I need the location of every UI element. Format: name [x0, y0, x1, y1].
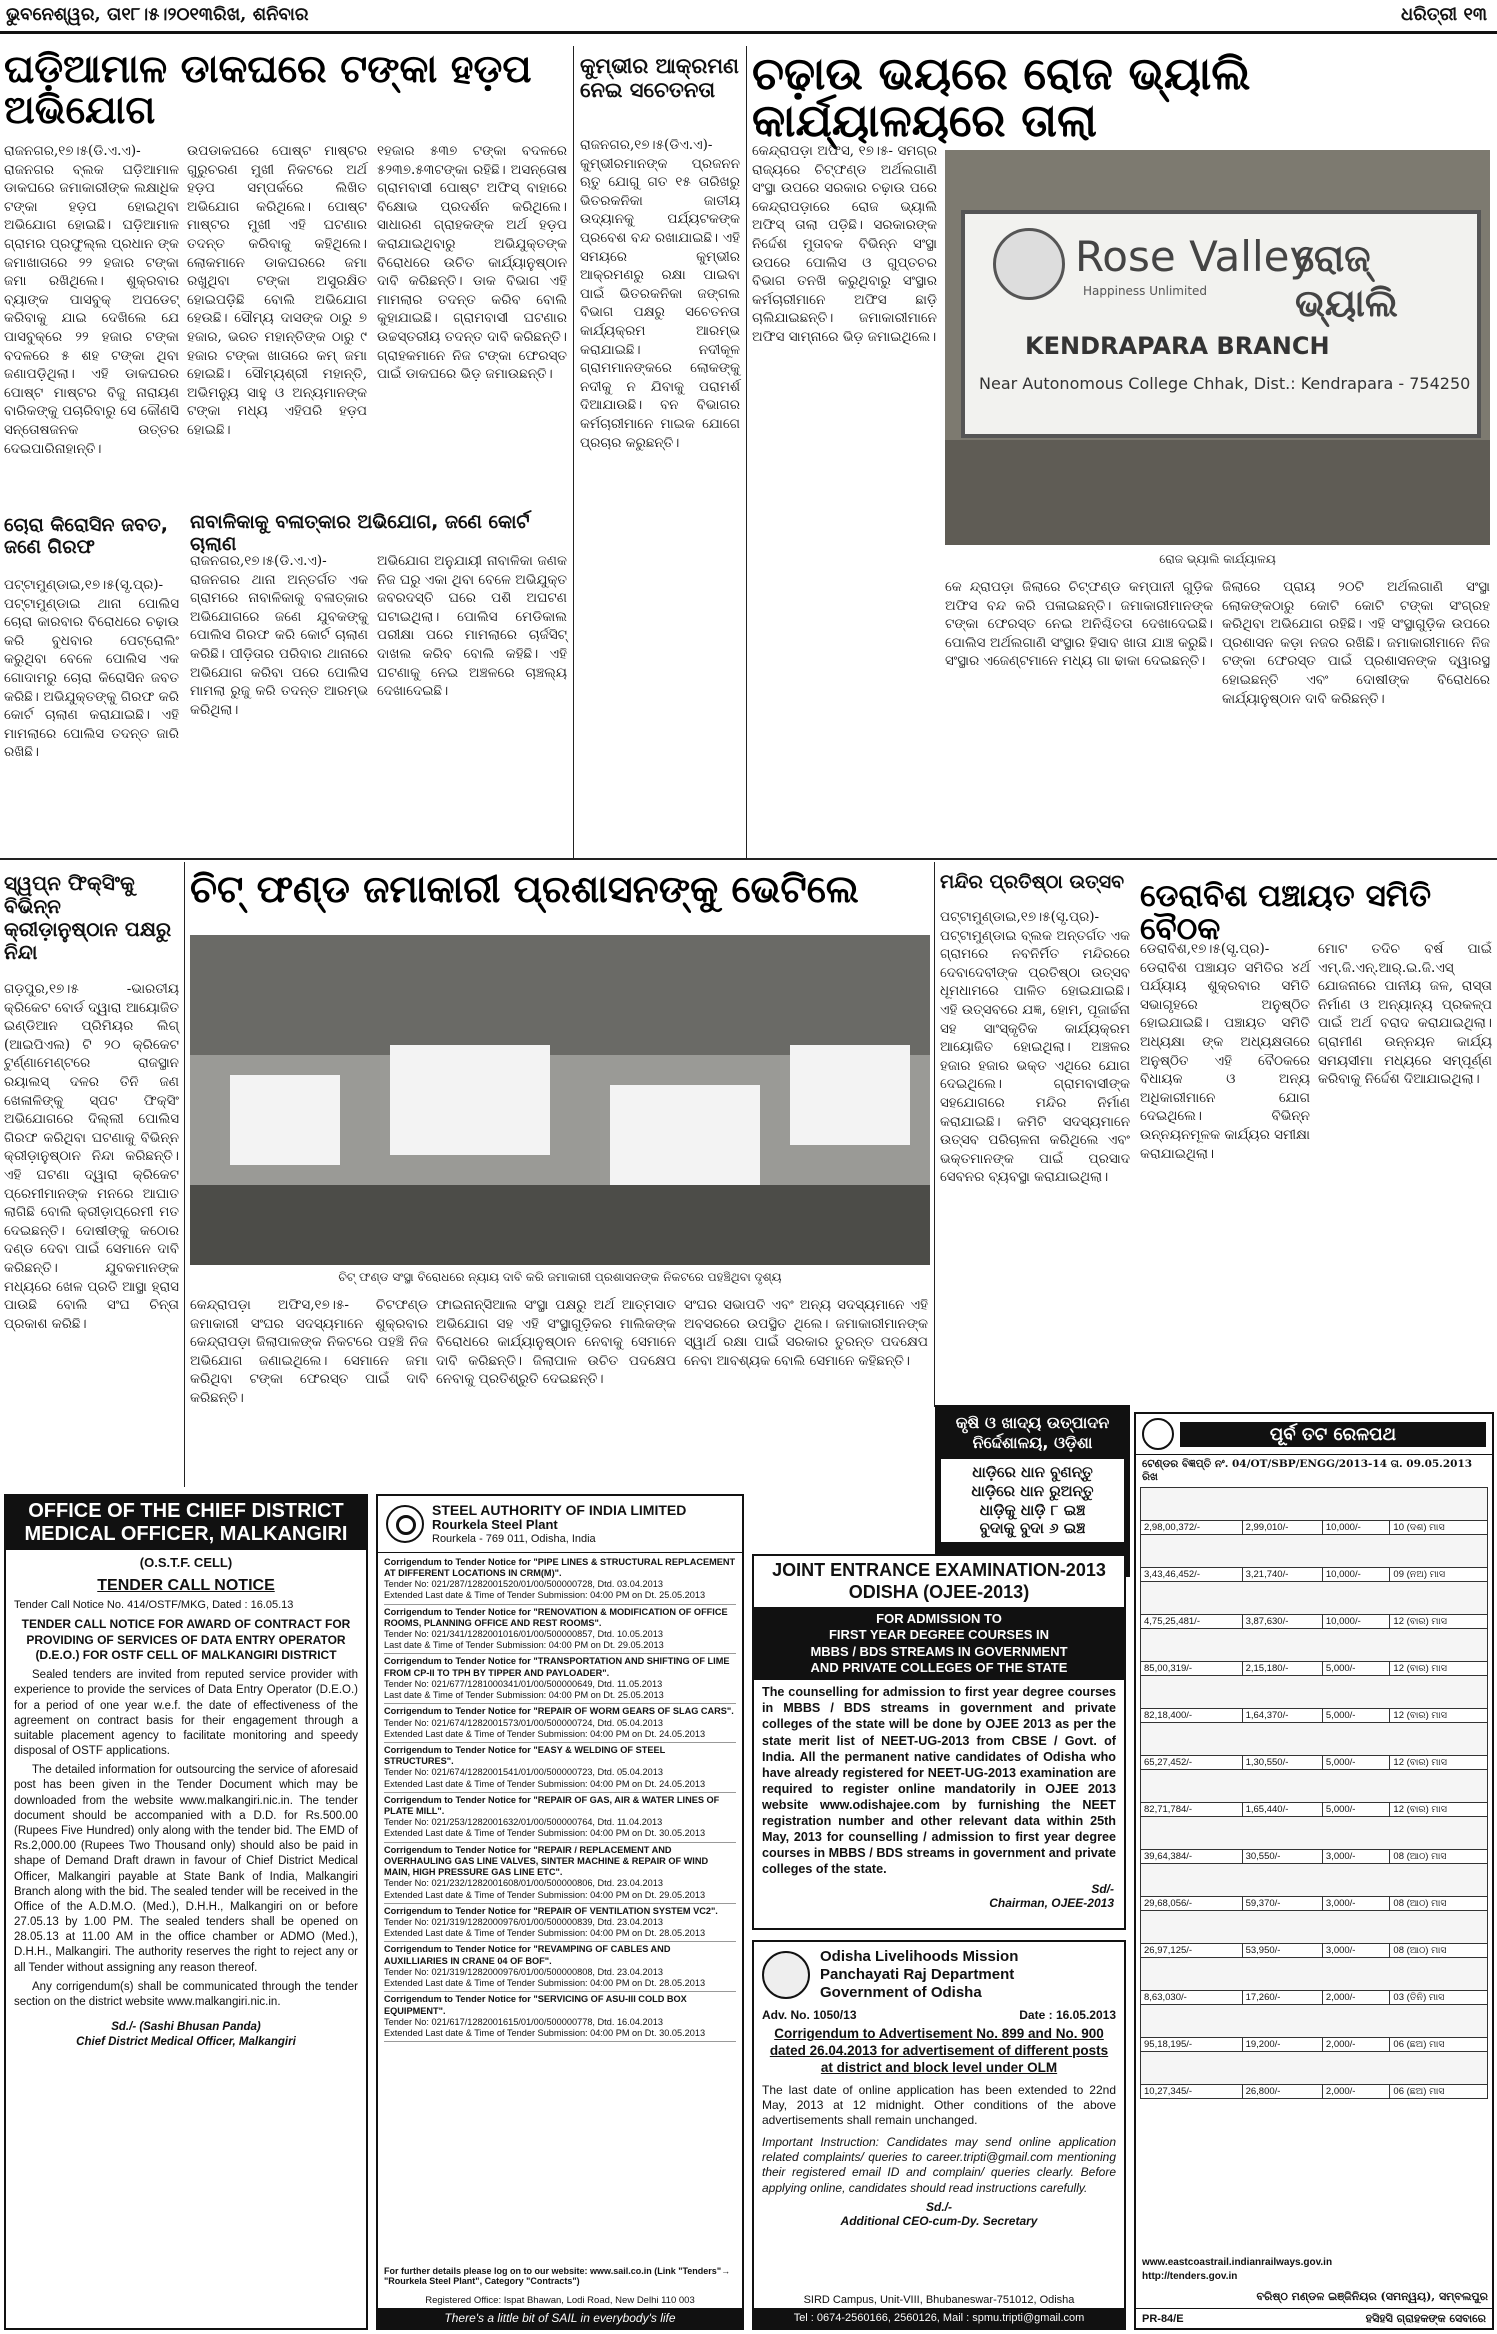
agri-box [935, 1405, 1130, 1577]
sail-tender-ext: Extended Last date & Time of Tender Submission: 04:00 PM on Dt. 28.05.2013 [384, 1928, 706, 1939]
sail-tender-title: Corrigendum to Tender Notice for "REPAIR / REPLACEMENT AND OVERHAULING GAS LINE VALVES, SINTER MACHINE & REPAIR OF WIND MAIN, HIGH PRESSURE GAS LINE ETC". [384, 1844, 709, 1878]
sail-tender-no: Tender No: 021/677/1281000341/01/00/500000649, Dtd. 11.05.2013 [384, 1678, 663, 1689]
railway-tender-row [1141, 1756, 1488, 1770]
railway-tender-cell: 4,75,25,481/- [1141, 1615, 1243, 1629]
railway-tender-cell: 12 (ବାର) ମାସ [1390, 1709, 1488, 1723]
railway-notice-no: ଟେଣ୍ଡର ବିଜ୍ଞପ୍ତି ନଂ. 04/OT/SBP/ENGG/2013-14 ତା. 09.05.2013 ରିଖ [1142, 1458, 1473, 1483]
railway-tender-cell: 1,65,440/- [1242, 1803, 1322, 1817]
railway-work-description [1141, 1770, 1488, 1803]
column-rule [184, 862, 185, 1487]
sail-tender-no: Tender No: 021/341/1282001016/01/00/500000857, Dtd. 10.05.2013 [384, 1628, 663, 1639]
railway-tender-cell: 82,18,400/- [1141, 1709, 1243, 1723]
story7-headline: ସ୍ୱପ୍ନ ଫିକ୍ସିଂକୁ ବିଭିନ୍ନ କ୍ରୀଡ଼ାନୁଷ୍ଠାନ ପକ୍ଷରୁ ନିନ୍ଦା [4, 871, 172, 964]
agri-title-2: ନିର୍ଦ୍ଦେଶାଳୟ, ଓଡ଼ିଶା [972, 1433, 1093, 1452]
building [190, 935, 930, 1055]
olm-org-3: Government of Odisha [820, 1984, 982, 2001]
railway-website-1: www.eastcoastrail.indianrailways.gov.in [1142, 2257, 1333, 2268]
railway-tender-cell: 3,000/- [1322, 1850, 1390, 1864]
column-rule [746, 46, 747, 858]
railway-tender-cell: 10,000/- [1322, 1568, 1390, 1582]
railway-tender-cell: 10 (ଦଶ) ମାସ [1390, 1521, 1488, 1535]
cdmo-para-2: The detailed information for outsourcing the service of aforesaid post has been given in the Tender Document which may be downloaded from the website www.malkangiri.nic.in. The tender document should be accompanied with a D.D. for Rs.500.00 (Rupees Five Hundred) only along with the tender bid. The EMD of Rs.2,000.00 (Rupees Two Thousand only) should also be paid in shape of Demand Draft drawn in favour of Chief District Medical Officer, Malkangiri payable at State Bank of India, Malkangiri Branch along with the bid. The sealed tender will be received in the Office of the A.D.M.O. (Med.), D.H.H., Malkangiri on or before 27.05.13 by 1.00 PM. The sealed tenders shall be opened on 28.05.13 at 11.00 AM in the office chamber or ADMO (Med.), D.H.H., Malkangiri. The authority reserves the right to reject any or all Tender without assigning any reason thereof. [14, 1764, 358, 1974]
railway-tender-row [1141, 1709, 1488, 1723]
olm-org-1: Odisha Livelihoods Mission [820, 1948, 1019, 1965]
railway-tender-cell: 26,97,125/- [1141, 1944, 1243, 1958]
railway-tender-row [1141, 1521, 1488, 1535]
ojee-body: The counselling for admission to first year degree courses in MBBS / BDS streams in government and private colleges of the state will be done by OJEE 2013 as per the state merit list of NEET-UG-2013 from CBSE / Govt. of India. All the permanent native candidates of Odisha who have already registered for NEET-UG-2013 examination are required to register online mandatorily in OJEE 2013 website www.odishajee.com by furnishing the NEET registration number and other relevant data within 25th May, 2013 for counselling / admission to first year degree courses in MBBS / BDS streams in government and private colleges of the state. [762, 1685, 1116, 1877]
story3-col-mid: କେ ନ୍ଦ୍ରାପଡ଼ା ଜିଲାରେ ଚିଟ୍ଫଣ୍ଡ କମ୍ପାନୀ ଗୁଡ଼ିକ ଅଫିସ ବନ୍ଦ କରି ପଳାଇଛନ୍ତି। ଜମାକାରୀମାନଙ୍କ ଟଙ୍କା ଫେରସ୍ତ ନେଇ ଅନିଶ୍ଚିତତା ଦେଖାଦେଇଛି। ପୋଲିସ ଅର୍ଥଲଗାଣି ସଂସ୍ଥାର ହିସାବ ଖାତା ଯାଞ୍ଚ କରୁଛି। ସଂସ୍ଥାର ଏଜେଣ୍ଟମାନେ ମଧ୍ୟ ଗା ଢାକା ଦେଇଛନ୍ତି। [945, 579, 1213, 670]
railway-work-description [1141, 1488, 1488, 1521]
railway-tender-cell: 29,68,056/- [1141, 1897, 1243, 1911]
railway-tender-cell: 2,000/- [1322, 1991, 1390, 2005]
sail-tender-item [384, 1654, 736, 1704]
railway-tender-cell: 53,950/- [1242, 1944, 1322, 1958]
railway-tender-row [1141, 1991, 1488, 2005]
railway-tender-cell: 10,000/- [1322, 1615, 1390, 1629]
rose-logo-icon [993, 228, 1065, 300]
depositors-photo [190, 935, 930, 1265]
ojee-sub-3: MBBS / BDS STREAMS IN GOVERNMENT [810, 1643, 1068, 1659]
railway-tender-cell: 1,30,550/- [1242, 1756, 1322, 1770]
railway-logo-icon [1142, 1418, 1174, 1450]
rose-valley-photo [945, 150, 1490, 545]
railway-work-description [1141, 1629, 1488, 1662]
story7-body: ଗଡ଼ପୁର,୧୭।୫ -ଭାରତୀୟ କ୍ରିକେଟ ବୋର୍ଡ ଦ୍ୱାରା ଆୟୋଜିତ ଇଣ୍ଡିଆନ ପ୍ରିମିୟର ଲିଗ୍ (ଆଇପିଏଲ) ଟି ୨୦ କ୍ରିକେଟ ଟୁର୍ଣ୍ଣାମେଣ୍ଟରେ ରାଜସ୍ଥାନ ରୟାଲସ୍ ଦଳର ତିନି ଜଣ ଖେଳାଳିଙ୍କୁ ସ୍ପଟ ଫିକ୍ସିଂ ଅଭିଯୋଗରେ ଦିଲ୍ଲୀ ପୋଲିସ ଗିରଫ କରିଥିବା ଘଟଣାକୁ ବିଭିନ୍ନ କ୍ରୀଡ଼ାନୁଷ୍ଠାନ ନିନ୍ଦା କରିଛନ୍ତି। ଏହି ଘଟଣା ଦ୍ୱାରା କ୍ରିକେଟ ପ୍ରେମୀମାନଙ୍କ ମନରେ ଆଘାତ ଲାଗିଛି ବୋଲି କ୍ରୀଡ଼ାପ୍ରେମୀ ମତ ଦେଇଛନ୍ତି। ଦୋଷୀଙ୍କୁ କଠୋର ଦଣ୍ଡ ଦେବା ପାଇଁ ସେମାନେ ଦାବି କରିଛନ୍ତି। ଯୁବକମାନଙ୍କ ମଧ୍ୟରେ ଖେଳ ପ୍ରତି ଆସ୍ଥା ହ୍ରାସ ପାଉଛି ବୋଲି ସଂଘ ଚିନ୍ତା ପ୍ରକାଶ କରିଛି। [4, 981, 179, 1332]
sail-tender-title: Corrigendum to Tender Notice for "SERVICING OF ASU-III COLD BOX EQUIPMENT". [384, 1994, 687, 2016]
railway-tender-cell: 10,27,345/- [1141, 2085, 1243, 2099]
olm-sign-1: Sd./- [926, 2200, 952, 2215]
sail-tender-ext: Last date & Time of Tender Submission: 04:00 PM on Dt. 25.05.2013 [384, 1690, 664, 1701]
railway-work-description [1141, 1911, 1488, 1944]
railway-tender-cell: 82,71,784/- [1141, 1803, 1243, 1817]
story5-col2: ଅଭିଯୋଗ ଅନୁଯାୟୀ ନାବାଳିକା ଜଣକ ନିଜ ଘରୁ ଏକା ଥିବା ବେଳେ ଅଭିଯୁକ୍ତ ଜବରଦସ୍ତି ଘରେ ପଶି ଅଘଟଣ ଘଟାଇଥିଲା। ପୋଲିସ ମେଡିକାଲ ପରୀକ୍ଷା ପରେ ମାମଲାରେ ଚାର୍ଜସିଟ୍ ଦାଖଲ କରିବ ବୋଲି କହିଛି। ଏହି ଘଟଣାକୁ ନେଇ ଅଞ୍ଚଳରେ ଚାଞ୍ଚଲ୍ୟ ଦେଖାଦେଇଛି। [377, 553, 567, 700]
sail-tender-item [384, 1605, 736, 1655]
olm-org-2: Panchayati Raj Department [820, 1966, 1015, 1983]
railway-work-description [1141, 1864, 1488, 1897]
story3-photo-caption: ରୋଜ ଭ୍ୟାଲି କାର୍ଯ୍ୟାଳୟ [1159, 552, 1276, 566]
sail-tender-ext: Last date & Time of Tender Submission: 04:00 PM on Dt. 29.05.2013 [384, 1640, 664, 1651]
ad-cdmo-tender [4, 1494, 368, 2330]
story3-col-left: କେନ୍ଦ୍ରାପଡ଼ା ଅଫିସ, ୧୭।୫- ସମଗ୍ର ରାଜ୍ୟରେ ଚିଟ୍ଫଣ୍ଡ ଅର୍ଥଲଗାଣି ସଂସ୍ଥା ଉପରେ ସରକାର ଚଢ଼ାଉ ପରେ କେନ୍ଦ୍ରାପଡ଼ାରେ ରୋଜ ଭ୍ୟାଲି ଅଫିସ୍ ତାଲା ପଡ଼ିଛି। ସରକାରଙ୍କ ନିର୍ଦ୍ଦେଶ ମୁତାବକ ବିଭିନ୍ନ ସଂସ୍ଥା ଉପରେ ପୋଲିସ ଓ ଗୁପ୍ତଚର ବିଭାଗ ତନଖି କରୁଥିବାରୁ ସଂସ୍ଥାର କର୍ମଚାରୀମାନେ ଅଫିସ ଛାଡ଼ି ଚାଲିଯାଇଛନ୍ତି। ଜମାକାରୀମାନେ ଅଫିସ ସାମ୍ନାରେ ଭିଡ଼ ଜମାଇଥିଲେ। [752, 143, 937, 345]
ad-railway-tender [1134, 1412, 1494, 2330]
cdmo-title-1: OFFICE OF THE CHIEF DISTRICT [28, 1500, 344, 1522]
sail-reg-office: Registered Office: Ispat Bhawan, Lodi Road, New Delhi 110 003 [425, 2295, 695, 2306]
story8-col3: ସଂଘର ସଭାପତି ଏବଂ ଅନ୍ୟ ସଦସ୍ୟମାନେ ଏହି ଅବସରରେ ଉପସ୍ଥିତ ଥିଲେ। ଜମାକାରୀମାନଙ୍କ ସ୍ୱାର୍ଥ ରକ୍ଷା ପାଇଁ ସରକାର ତୁରନ୍ତ ପଦକ୍ଷେପ ନେବା ଆବଶ୍ୟକ ବୋଲି ସେମାନେ କହିଛନ୍ତି। [684, 1297, 928, 1369]
sail-tender-ext: Extended Last date & Time of Tender Submission: 04:00 PM on Dt. 30.05.2013 [384, 1828, 706, 1839]
railway-tender-cell: 12 (ବାର) ମାସ [1390, 1615, 1488, 1629]
sail-tender-no: Tender No: 021/674/1282001573/01/00/500000724, Dtd. 05.04.2013 [384, 1717, 663, 1728]
agri-slogan-4: ବୁଦାକୁ ବୁଦା ୬ ଇଞ୍ଚ [979, 1519, 1086, 1538]
cdmo-notice-no: Tender Call Notice No. 414/OSTF/MKG, Dated : 16.05.13 [14, 1599, 294, 1612]
dateline: ଭୁବନେଶ୍ୱର, ତା୧୮।୫।୨୦୧୩ରିଖ, ଶନିବାର [6, 4, 309, 25]
railway-work-description [1141, 1582, 1488, 1615]
placard [790, 1045, 910, 1145]
railway-tender-cell: 2,98,00,372/- [1141, 1521, 1243, 1535]
railway-tender-cell: 08 (ଆଠ) ମାସ [1390, 1850, 1488, 1864]
olm-instruction: Important Instruction: Candidates may send online application related complaints/ queries to career.tripti@gmail.com mentioning their registered email ID and complain/ queries clearly. Before applying online, candidates should read instructions carefully. [762, 2134, 1116, 2195]
olm-date: Date : 16.05.2013 [1019, 2008, 1116, 2022]
railway-tender-cell: 17,260/- [1242, 1991, 1322, 2005]
placard [610, 1085, 760, 1185]
cdmo-notice-title: TENDER CALL NOTICE [97, 1577, 275, 1595]
railway-tender-row [1141, 1850, 1488, 1864]
railway-tender-cell: 08 (ଆଠ) ମାସ [1390, 1944, 1488, 1958]
story4-headline: ଚୋରା କିରୋସିନ ଜବତ, ଜଣେ ଗିରଫ [4, 514, 168, 558]
ojee-sub-4: AND PRIVATE COLLEGES OF THE STATE [810, 1659, 1068, 1675]
story9-body: ପଟ୍ଟାମୁଣ୍ଡାଇ,୧୭।୫(ସୃ.ପ୍ର)- ପଟ୍ଟାମୁଣ୍ଡାଇ ବ୍ଲକ ଅନ୍ତର୍ଗତ ଏକ ଗ୍ରାମରେ ନବନିର୍ମିତ ମନ୍ଦିରରେ ଦେବାଦେବୀଙ୍କ ପ୍ରତିଷ୍ଠା ଉତ୍ସବ ଧୂମଧାମରେ ପାଳିତ ହୋଇଯାଇଛି। ଏହି ଉତ୍ସବରେ ଯଜ୍ଞ, ହୋମ, ପୂଜାର୍ଚ୍ଚନା ସହ ସାଂସ୍କୃତିକ କାର୍ଯ୍ୟକ୍ରମ ଆୟୋଜିତ ହୋଇଥିଲା। ଅଞ୍ଚଳର ହଜାର ହଜାର ଭକ୍ତ ଏଥିରେ ଯୋଗ ଦେଇଥିଲେ। ଗ୍ରାମବାସୀଙ୍କ ସହଯୋଗରେ ମନ୍ଦିର ନିର୍ମାଣ କରାଯାଇଛି। କମିଟି ସଦସ୍ୟମାନେ ଉତ୍ସବ ପରିଚାଳନା କରିଥିଲେ ଏବଂ ଭକ୍ତମାନଙ୍କ ପାଇଁ ପ୍ରସାଦ ସେବନର ବ୍ୟବସ୍ଥା କରାଯାଇଥିଲା। [940, 909, 1130, 1186]
railway-tender-row [1141, 2038, 1488, 2052]
sign-brand: Rose Valley [1075, 232, 1315, 281]
story9-headline: ମନ୍ଦିର ପ୍ରତିଷ୍ଠା ଉତ୍ସବ [940, 871, 1125, 893]
sail-tender-title: Corrigendum to Tender Notice for "REPAIR OF WORM GEARS OF SLAG CARS". [384, 1706, 734, 1717]
story1-col2: ଉପଡାକଘରେ ପୋଷ୍ଟ ମାଷ୍ଟର ଗୁରୁଚରଣ ମୁଖୀ ନିକଟରେ ଅର୍ଥ ହଡ଼ପ ସମ୍ପର୍କରେ ଲିଖିତ ଅଭିଯୋଗ କରିଥିଲେ। ପୋଷ୍ଟ ମାଷ୍ଟର ମୁଖୀ ଏହି ଘଟଣାର ତଦନ୍ତ କରିବାକୁ କହିଥିଲେ। ଲୋକମାନେ ଡାକଘରରେ ଜମା ରଖୁଥିବା ଟଙ୍କା ଅସୁରକ୍ଷିତ ହୋଇପଡ଼ିଛି ବୋଲି ଅଭିଯୋଗ ହେଉଛି। ସୌମ୍ୟ ଦାସଙ୍କ ଠାରୁ ୭ ହଜାର, ଭରତ ମହାନ୍ତିଙ୍କ ଠାରୁ ୯ ହଜାର ଟଙ୍କା ଖାତାରେ କମ୍ ଜମା ହୋଇଛି। ସୌମ୍ୟଶ୍ରୀ ମହାନ୍ତି, ଅଭିମନ୍ୟୁ ସାହୁ ଓ ଅନ୍ୟମାନଙ୍କ ଟଙ୍କା ମଧ୍ୟ ଏହିପରି ହଡ଼ପ ହୋଇଛି। [187, 143, 367, 438]
olm-subject: Corrigendum to Advertisement No. 899 and No. 900 dated 26.04.2013 for advertisement of different posts at district and block level under OLM [769, 2026, 1109, 2075]
railway-tender-cell: 3,000/- [1322, 1944, 1390, 1958]
ojee-sign-2: Chairman, OJEE-2013 [989, 1895, 1114, 1910]
column-rule [573, 46, 574, 858]
railway-tender-cell: 03 (ତିନି) ମାସ [1390, 1991, 1488, 2005]
olm-adv-no: Adv. No. 1050/13 [762, 2008, 857, 2022]
ad-ojee [752, 1554, 1126, 1930]
railway-tender-cell: 5,000/- [1322, 1756, 1390, 1770]
page-header [0, 0, 1497, 34]
cdmo-title-2: MEDICAL OFFICER, MALKANGIRI [24, 1523, 348, 1545]
ojee-title-1: JOINT ENTRANCE EXAMINATION-2013 [772, 1560, 1106, 1580]
sail-logo-icon [386, 1505, 424, 1543]
railway-tender-cell: 5,000/- [1322, 1803, 1390, 1817]
railway-tender-cell: 2,000/- [1322, 2085, 1390, 2099]
agri-slogan-1: ଧାଡ଼ିରେ ଧାନ ବୁଣନ୍ତୁ [972, 1463, 1093, 1481]
railway-tender-cell: 12 (ବାର) ମାସ [1390, 1803, 1488, 1817]
sail-tender-ext: Extended Last date & Time of Tender Submission: 04:00 PM on Dt. 30.05.2013 [384, 2027, 706, 2038]
sail-tender-no: Tender No: 021/232/1282001608/01/00/500000806, Dtd. 23.04.2013 [384, 1878, 663, 1889]
sail-tender-title: Corrigendum to Tender Notice for "EASY & WELDING OF STEEL STRUCTURES". [384, 1744, 666, 1767]
wall [945, 440, 1490, 545]
olm-sign-2: Additional CEO-cum-Dy. Secretary [840, 2214, 1038, 2229]
page-number: ଧରିତ୍ରୀ ୧୩ [1400, 4, 1487, 25]
story10-col1: ଡେରାବିଶ,୧୭।୫(ସୃ.ପ୍ର)- ଡେରାବିଶ ପଞ୍ଚାୟତ ସମିତିର ୪ର୍ଥ ପର୍ଯ୍ୟାୟ ଶୁକ୍ରବାର ସମିତି ସଭାଗୃହରେ ଅନୁଷ୍ଠିତ ହୋଇଯାଇଛି। ପଞ୍ଚାୟତ ସମିତି ଅଧ୍ୟକ୍ଷା ଙ୍କ ଅଧ୍ୟକ୍ଷତାରେ ଅନୁଷ୍ଠିତ ଏହି ବୈଠକରେ ବିଧାୟକ ଓ ଅନ୍ୟ ଅଧିକାରୀମାନେ ଯୋଗ ଦେଇଥିଲେ। ବିଭିନ୍ନ ଉନ୍ନୟନମୂଳକ କାର୍ଯ୍ୟର ସମୀକ୍ଷା କରାଯାଇଥିଲା। [1140, 941, 1310, 1162]
sail-tender-list [378, 1553, 742, 2045]
sail-tender-no: Tender No: 021/617/1282001615/01/00/500000778, Dtd. 16.04.2013 [384, 2016, 663, 2027]
railway-tender-cell: 19,200/- [1242, 2038, 1322, 2052]
signboard [961, 210, 1481, 438]
railway-tender-cell: 09 (ନଅ) ମାସ [1390, 1568, 1488, 1582]
railway-tender-row [1141, 1944, 1488, 1958]
railway-work-description [1141, 1817, 1488, 1850]
railway-work-description [1141, 1958, 1488, 1991]
railway-tender-cell: 2,000/- [1322, 2038, 1390, 2052]
sail-tender-no: Tender No: 021/319/1282000976/01/00/500000839, Dtd. 23.04.2013 [384, 1917, 663, 1928]
sail-tagline: There's a little bit of SAIL in everybody's life [378, 2308, 742, 2328]
railway-tender-cell: 39,64,384/- [1141, 1850, 1243, 1864]
railway-tender-cell: 1,64,370/- [1242, 1709, 1322, 1723]
sail-tender-item [384, 1793, 736, 1843]
cdmo-subject: TENDER CALL NOTICE FOR AWARD OF CONTRACT FOR PROVIDING OF SERVICES OF DATA ENTRY OPERATOR (D.E.O.) FOR OSTF CELL OF MALKANGIRI DISTRICT [21, 1616, 351, 1663]
ojee-sub-1: FOR ADMISSION TO [876, 1611, 1002, 1627]
railway-tender-cell: 85,00,319/- [1141, 1662, 1243, 1676]
agri-slogan-2: ଧାଡ଼ିରେ ଧାନ ରୁଅନ୍ତୁ [971, 1481, 1094, 1500]
sail-tender-item [384, 1843, 736, 1904]
railway-tagline: ହସିହସି ଗ୍ରାହକଙ୍କ ସେବାରେ [1365, 2311, 1486, 2325]
sail-tender-ext: Extended Last date & Time of Tender Submission: 04:00 PM on Dt. 28.05.2013 [384, 1978, 706, 1989]
cdmo-sign-2: Chief District Medical Officer, Malkangiri [76, 2036, 296, 2049]
railway-title: ପୂର୍ବ ତଟ ରେଳପଥ [1180, 1422, 1486, 1447]
cdmo-sign-1: Sd./- (Sashi Bhusan Panda) [111, 2021, 261, 2034]
story2-body: ରାଜନଗର,୧୭।୫(ଡିଏ.ଏ)- କୁମ୍ଭୀରମାନଙ୍କ ପ୍ରଜନନ ଋତୁ ଯୋଗୁ ଗତ ୧୫ ତାରିଖରୁ ଭିତରକନିକା ଜାତୀୟ ଉଦ୍ୟାନକୁ ପର୍ଯ୍ୟଟକଙ୍କ ପ୍ରବେଶ ବନ୍ଦ ରଖାଯାଇଛି। ଏହି ସମୟରେ କୁମ୍ଭୀର ଆକ୍ରମଣରୁ ରକ୍ଷା ପାଇବା ପାଇଁ ଭିତରକନିକା ଜଙ୍ଗଲ ବିଭାଗ ପକ୍ଷରୁ ସଚେତନତା କାର୍ଯ୍ୟକ୍ରମ ଆରମ୍ଭ କରାଯାଇଛି। ନଦୀକୂଳ ଗ୍ରାମମାନଙ୍କରେ ଲୋକଙ୍କୁ ନଦୀକୁ ନ ଯିବାକୁ ପରାମର୍ଶ ଦିଆଯାଉଛି। ବନ ବିଭାଗର କର୍ମଚାରୀମାନେ ମାଇକ ଯୋଗେ ପ୍ରଚାର କରୁଛନ୍ତି। [580, 137, 740, 451]
sign-tagline: Happiness Unlimited [1083, 284, 1208, 298]
sail-tender-ext: Extended Last date & Time of Tender Submission: 04:00 PM on Dt. 29.05.2013 [384, 1889, 706, 1900]
sail-tender-ext: Extended Last date & Time of Tender Submission: 04:00 PM on Dt. 24.05.2013 [384, 1778, 706, 1789]
olm-footer: SIRD Campus, Unit-VIII, Bhubaneswar-751012, Odisha [803, 2294, 1075, 2306]
railway-work-description [1141, 1535, 1488, 1568]
railway-website-2: http://tenders.gov.in [1142, 2271, 1238, 2282]
sail-tender-item [384, 1555, 736, 1605]
sail-tender-title: Corrigendum to Tender Notice for "PIPE LINES & STRUCTURAL REPLACEMENT AT DIFFERENT LOCATIONS IN CRM(M)". [384, 1556, 736, 1578]
railway-tender-cell: 3,000/- [1322, 1897, 1390, 1911]
railway-tender-cell: 3,21,740/- [1242, 1568, 1322, 1582]
story1-col3: ୧ହଜାର ୫୩୭ ଟଙ୍କା ବଦଳରେ ୫୨୩୭.୫୩ଟଙ୍କା ରହିଛି। ଅସନ୍ତୋଷ ଗ୍ରାମବାସୀ ପୋଷ୍ଟ ଅଫିସ୍ ବାହାରେ ବିକ୍ଷୋଭ ପ୍ରଦର୍ଶନ କରିଥିଲେ। ସାଧାରଣ ଗ୍ରାହକଙ୍କ ଅର୍ଥ ହଡ଼ପ କରାଯାଇଥିବାରୁ ଅଭିଯୁକ୍ତଙ୍କ ବିରୋଧରେ ଉଚିତ କାର୍ଯ୍ୟାନୁଷ୍ଠାନ ଦାବି କରିଛନ୍ତି। ଡାକ ବିଭାଗ ଏହି ମାମଲାର ତଦନ୍ତ କରିବ ବୋଲି କୁହାଯାଇଛି। ଗ୍ରାମବାସୀ ଘଟଣାର ଉଚ୍ଚସ୍ତରୀୟ ତଦନ୍ତ ଦାବି କରିଛନ୍ତି। ଗ୍ରାହକମାନେ ନିଜ ଟଙ୍କା ଫେରସ୍ତ ପାଇଁ ଡାକଘରେ ଭିଡ଼ ଜମାଉଛନ୍ତି। [377, 143, 567, 383]
story8-col2: ଫାଇନାନ୍ସିଆଲ ସଂସ୍ଥା ପକ୍ଷରୁ ଅର୍ଥ ଆତ୍ମସାତ ଅଭିଯୋଗ ସହ ଏହି ସଂସ୍ଥାଗୁଡ଼ିକର ମାଲିକଙ୍କ ବିରୋଧରେ କାର୍ଯ୍ୟାନୁଷ୍ଠାନ ନେବାକୁ ସେମାନେ ଦାବି କରିଛନ୍ତି। ଜିଲାପାଳ ଉଚିତ ପଦକ୍ଷେପ ନେବାକୁ ପ୍ରତିଶ୍ରୁତି ଦେଇଛନ୍ତି। [436, 1297, 676, 1388]
olm-contact: Tel : 0674-2560166, 2560126, Mail : spmu.tripti@gmail.com [754, 2308, 1124, 2328]
odisha-emblem-icon [762, 1951, 810, 1999]
railway-tender-cell: 2,99,010/- [1242, 1521, 1322, 1535]
sail-tender-item [384, 1743, 736, 1793]
sail-tender-item [384, 1942, 736, 1992]
crowd [190, 1185, 930, 1265]
railway-tender-row [1141, 1662, 1488, 1676]
sail-tender-item [384, 1992, 736, 2042]
sail-tender-ext: Extended Last date & Time of Tender Submission: 04:00 PM on Dt. 24.05.2013 [384, 1728, 706, 1739]
railway-tender-cell: 30,550/- [1242, 1850, 1322, 1864]
sail-tender-no: Tender No: 021/287/1282001520/01/00/500000728, Dtd. 03.04.2013 [384, 1579, 663, 1590]
railway-tender-row [1141, 1897, 1488, 1911]
section-rule [0, 858, 1497, 860]
railway-tender-cell: 8,63,030/- [1141, 1991, 1243, 2005]
sail-tender-title: Corrigendum to Tender Notice for "REVAMPING OF CABLES AND AUXILLIARIES IN CRANE 04 OF BOF". [384, 1944, 671, 1966]
cdmo-para-1: Sealed tenders are invited from reputed service provider with experience to provide the services of Data Entry Operator (D.E.O.) for a period of one year w.e.f. the date of effectiveness of the agreement on contract basis for their engagement through a suitable placement agency to facilitate monitoring and speedy disposal of OSTF applications. [14, 1669, 358, 1758]
sail-footer-note: For further details please log on to our website: www.sail.co.in (Link "Tenders"→ "Rourkela Steel Plant", Category "Contracts") [384, 2266, 731, 2286]
cdmo-cell: (O.S.T.F. CELL) [139, 1555, 233, 1570]
cdmo-para-3: Any corrigendum(s) shall be communicated through the tender section on the district website www.malkangiri.nic.in. [14, 1980, 358, 2008]
railway-tender-cell: 95,18,195/- [1141, 2038, 1243, 2052]
railway-tender-cell: 3,87,630/- [1242, 1615, 1322, 1629]
railway-tender-cell: 08 (ଆଠ) ମାସ [1390, 1897, 1488, 1911]
railway-tender-cell: 2,15,180/- [1242, 1662, 1322, 1676]
story1-headline: ଘଡ଼ିଆମାଳ ଡାକଘରେ ଟଙ୍କା ହଡ଼ପ ଅଭିଯୋଗ [4, 47, 532, 133]
ojee-title-2: ODISHA (OJEE-2013) [848, 1581, 1030, 1602]
sail-tender-title: Corrigendum to Tender Notice for "RENOVATION & MODIFICATION OF OFFICE ROOMS, PLANNING OFFICE AND REST ROOMS". [384, 1606, 728, 1628]
sail-address: Rourkela - 769 011, Odisha, India [432, 1533, 596, 1546]
story5-col1: ରାଜନଗର,୧୭।୫(ଡି.ଏ.ଏ)- ରାଜନଗର ଥାନା ଅନ୍ତର୍ଗତ ଏକ ଗ୍ରାମରେ ନାବାଳିକାକୁ ବଳାତ୍କାର ଅଭିଯୋଗରେ ଜଣେ ଯୁବକଙ୍କୁ ପୋଲିସ ଗିରଫ କରି କୋର୍ଟ ଚାଲାଣ କରିଛି। ପୀଡ଼ିତାର ପରିବାର ଥାନାରେ ଅଭିଯୋଗ କରିବା ପରେ ପୋଲିସ ମାମଲା ରୁଜୁ କରି ତଦନ୍ତ ଆରମ୍ଭ କରିଥିଲା। [190, 553, 368, 718]
column-rule [934, 862, 935, 1407]
railway-tender-row [1141, 1568, 1488, 1582]
story8-photo-caption: ଚିଟ୍ ଫଣ୍ଡ ସଂସ୍ଥା ବିରୋଧରେ ନ୍ୟାୟ ଦାବି କରି ଜମାକାରୀ ପ୍ରଶାସନଙ୍କ ନିକଟରେ ପହଞ୍ଚିଥିବା ଦୃଶ୍ୟ [338, 1270, 782, 1284]
railway-tender-cell: 3,43,46,452/- [1141, 1568, 1243, 1582]
railway-tender-cell: 5,000/- [1322, 1709, 1390, 1723]
sail-tender-title: Corrigendum to Tender Notice for "TRANSPORTATION AND SHIFTING OF LIME FROM CP-II TO TPH BY TIPPER AND PAYLOADER". [384, 1656, 730, 1678]
story8-headline: ଚିଟ୍ ଫଣ୍ଡ ଜମାକାରୀ ପ୍ରଶାସନଙ୍କୁ ଭେଟିଲେ [190, 867, 859, 911]
railway-work-description [1141, 2052, 1488, 2085]
olm-body: The last date of online application has been extended to 22nd May, 2013 at 12 midnight. Other conditions of the above advertisements shall remain unchanged. [762, 2082, 1116, 2128]
railway-tender-cell: 12 (ବାର) ମାସ [1390, 1662, 1488, 1676]
sail-tender-ext: Extended Last date & Time of Tender Submission: 04:00 PM on Dt. 25.05.2013 [384, 1590, 706, 1601]
railway-tender-cell: 06 (ଛଅ) ମାସ [1390, 2085, 1488, 2099]
story5-headline: ନାବାଳିକାକୁ ବଳାତ୍କାର ଅଭିଯୋଗ, ଜଣେ କୋର୍ଟ ଚାଲାଣ [190, 511, 530, 555]
railway-work-description [1141, 1723, 1488, 1756]
placard [230, 1075, 340, 1165]
ad-olm [752, 1940, 1126, 2330]
story4-body: ପଟ୍ଟାମୁଣ୍ଡାଇ,୧୭।୫(ସୃ.ପ୍ର)- ପଟ୍ଟାମୁଣ୍ଡାଇ ଥାନା ପୋଲିସ ଚୋରା କାରବାର ବିରୋଧରେ ଚଢ଼ାଉ କରି ବୁଧବାର ପେଟ୍ରୋଲିଂ କରୁଥିବା ବେଳେ ପୋଲିସ ଏକ ଗୋଦାମରୁ ଚୋରା କିରୋସିନ ଜବତ କରିଛି। ଅଭିଯୁକ୍ତଙ୍କୁ ଗିରଫ କରି କୋର୍ଟ ଚାଲାଣ କରାଯାଇଛି। ଏହି ମାମଲାରେ ପୋଲିସ ତଦନ୍ତ ଜାରି ରଖିଛି। [4, 577, 179, 761]
sail-tender-title: Corrigendum to Tender Notice for "REPAIR OF VENTILATION SYSTEM VC2". [384, 1905, 718, 1916]
ojee-sign-1: Sd/- [1091, 1881, 1114, 1896]
railway-tender-table [1136, 1487, 1492, 2099]
story1-col1: ରାଜନଗର,୧୭।୫(ଡି.ଏ.ଏ)- ରାଜନଗର ବ୍ଲକ ଘଡ଼ିଆମାଳ ଡାକଘରେ ଜମାକାରୀଙ୍କ ଲକ୍ଷାଧିକ ଟଙ୍କା ହଡ଼ପ ହୋଇଥିବା ଅଭିଯୋଗ ହୋଇଛି। ଘଡ଼ିଆମାଳ ଗ୍ରାମର ପ୍ରଫୁଲ୍ଲ ପ୍ରଧାନ ଙ୍କ ଜମାଖାତାରେ ୨୨ ହଜାର ଟଙ୍କା ଜମା ରଖିଥିଲେ। ଶୁକ୍ରବାର ବ୍ୟାଙ୍କ ପାସବୁକ୍ ଅପଡେଟ୍ କରିବାକୁ ଯାଇ ଦେଖିଲେ ଯେ ପାସବୁକ୍ରେ ୨୨ ହଜାର ଟଙ୍କା ବଦଳରେ ୫ ଶହ ଟଙ୍କା ଥିବା ଜଣାପଡ଼ିଥିଲା। ଏହି ଡାକଘରର ପୋଷ୍ଟ ମାଷ୍ଟର ବିଜୁ ନାରାୟଣ ବାରିକଙ୍କୁ ପଚାରିବାରୁ ସେ କୌଣସି ସନ୍ତୋଷଜନକ ଉତ୍ତର ଦେଇପାରିନାହାନ୍ତି। [4, 143, 179, 457]
railway-tender-cell: 65,27,452/- [1141, 1756, 1243, 1770]
railway-tender-cell: 5,000/- [1322, 1662, 1390, 1676]
railway-tender-row [1141, 1615, 1488, 1629]
sign-odia: ରୋଜ୍ ଭ୍ୟାଲି [1295, 236, 1398, 325]
railway-tender-row [1141, 1803, 1488, 1817]
story3-col-right: ଜିଲାରେ ପ୍ରାୟ ୨୦ଟି ଅର୍ଥଲଗାଣି ସଂସ୍ଥା ଲୋକଙ୍କଠାରୁ କୋଟି କୋଟି ଟଙ୍କା ସଂଗ୍ରହ କରିଥିବା ଅଭିଯୋଗ ରହିଛି। ଏହି ସଂସ୍ଥାଗୁଡ଼ିକ ଉପରେ ପ୍ରଶାସନ କଡ଼ା ନଜର ରଖିଛି। ଜମାକାରୀମାନେ ନିଜ ଟଙ୍କା ଫେରସ୍ତ ପାଇଁ ପ୍ରଶାସନଙ୍କ ଦ୍ୱାରସ୍ଥ ହୋଇଛନ୍ତି ଏବଂ ଦୋଷୀଙ୍କ ବିରୋଧରେ କାର୍ଯ୍ୟାନୁଷ୍ଠାନ ଦାବି କରିଛନ୍ତି। [1222, 579, 1490, 707]
railway-tender-cell: 59,370/- [1242, 1897, 1322, 1911]
ojee-sub-2: FIRST YEAR DEGREE COURSES IN [828, 1627, 1050, 1643]
railway-tender-row [1141, 2085, 1488, 2099]
railway-tender-cell: 06 (ଛଅ) ମାସ [1390, 2038, 1488, 2052]
railway-tender-cell: 10,000/- [1322, 1521, 1390, 1535]
railway-tender-cell: 26,800/- [1242, 2085, 1322, 2099]
railway-code: PR-84/E [1142, 2312, 1184, 2325]
railway-work-description [1141, 1676, 1488, 1709]
sign-branch: KENDRAPARA BRANCH [1025, 332, 1330, 360]
story2-headline: କୁମ୍ଭୀର ଆକ୍ରମଣ ନେଇ ସଚେତନତା [580, 54, 739, 103]
agri-title-1: କୃଷି ଓ ଖାଦ୍ୟ ଉତ୍ପାଦନ [955, 1413, 1110, 1432]
story10-col2: ମୋଟ ତଦିଚ ବର୍ଷ ପାଇଁ ଏମ୍.ଜି.ଏନ୍.ଆର୍.ଇ.ଜି.ଏସ୍ ଯୋଜନାରେ ପାନୀୟ ଜଳ, ରାସ୍ତା ନିର୍ମାଣ ଓ ଅନ୍ୟାନ୍ୟ ପ୍ରକଳ୍ପ ପାଇଁ ଅର୍ଥ ବରାଦ କରାଯାଇଥିଲା। ଗ୍ରାମୀଣ ଉନ୍ନୟନ କାର୍ଯ୍ୟ ସମୟସୀମା ମଧ୍ୟରେ ସମ୍ପୂର୍ଣ୍ଣ କରିବାକୁ ନିର୍ଦ୍ଦେଶ ଦିଆଯାଇଥିଲା। [1318, 941, 1492, 1088]
sail-plant: Rourkela Steel Plant [432, 1517, 558, 1533]
sail-tender-no: Tender No: 021/253/1282001632/01/00/500000764, Dtd. 11.04.2013 [384, 1817, 663, 1828]
railway-tender-cell: 12 (ବାର) ମାସ [1390, 1756, 1488, 1770]
placard [390, 1045, 550, 1155]
ad-sail-tender [376, 1494, 744, 2330]
sail-org: STEEL AUTHORITY OF INDIA LIMITED [432, 1502, 687, 1518]
sail-tender-no: Tender No: 021/674/1282001541/01/00/500000723, Dtd. 05.04.2013 [384, 1767, 663, 1778]
sail-tender-no: Tender No: 021/319/1282000976/01/00/500000808, Dtd. 23.04.2013 [384, 1966, 663, 1977]
story8-col1: କେନ୍ଦ୍ରାପଡ଼ା ଅଫିସ,୧୭।୫- ଚିଟଫଣ୍ଡ ଜମାକାରୀ ସଂଘର ସଦସ୍ୟମାନେ ଶୁକ୍ରବାର କେନ୍ଦ୍ରାପଡ଼ା ଜିଲାପାଳଙ୍କ ନିକଟରେ ପହଞ୍ଚି ନିଜ ଅଭିଯୋଗ ଜଣାଇଥିଲେ। ସେମାନେ ଜମା କରିଥିବା ଟଙ୍କା ଫେରସ୍ତ ପାଇଁ ଦାବି କରିଛନ୍ତି। [190, 1297, 428, 1406]
railway-work-description [1141, 2005, 1488, 2038]
sign-address: Near Autonomous College Chhak, Dist.: Kendrapara - 754250 [979, 374, 1471, 393]
railway-signer: ବରିଷ୍ଠ ମଣ୍ଡଳ ଇଞ୍ଜିନିୟର (ସମନ୍ୱୟ), ସମ୍ବଲପୁର [1256, 2290, 1488, 2303]
story3-headline: ଚଢ଼ାଉ ଭୟରେ ରୋଜ ଭ୍ୟାଲି କାର୍ଯ୍ୟାଳୟରେ ତାଲା [752, 47, 1251, 148]
sail-tender-item [384, 1904, 736, 1943]
agri-slogan-3: ଧାଡ଼ିକୁ ଧାଡ଼ି ୮ ଇଞ୍ଚ [979, 1500, 1086, 1519]
story10-headline: ଡେରାବିଶ ପଞ୍ଚାୟତ ସମିତି ବୈଠକ [1140, 878, 1432, 947]
sail-tender-item [384, 1704, 736, 1743]
sail-tender-title: Corrigendum to Tender Notice for "REPAIR OF GAS, AIR & WATER LINES OF PLATE MILL". [384, 1794, 720, 1817]
